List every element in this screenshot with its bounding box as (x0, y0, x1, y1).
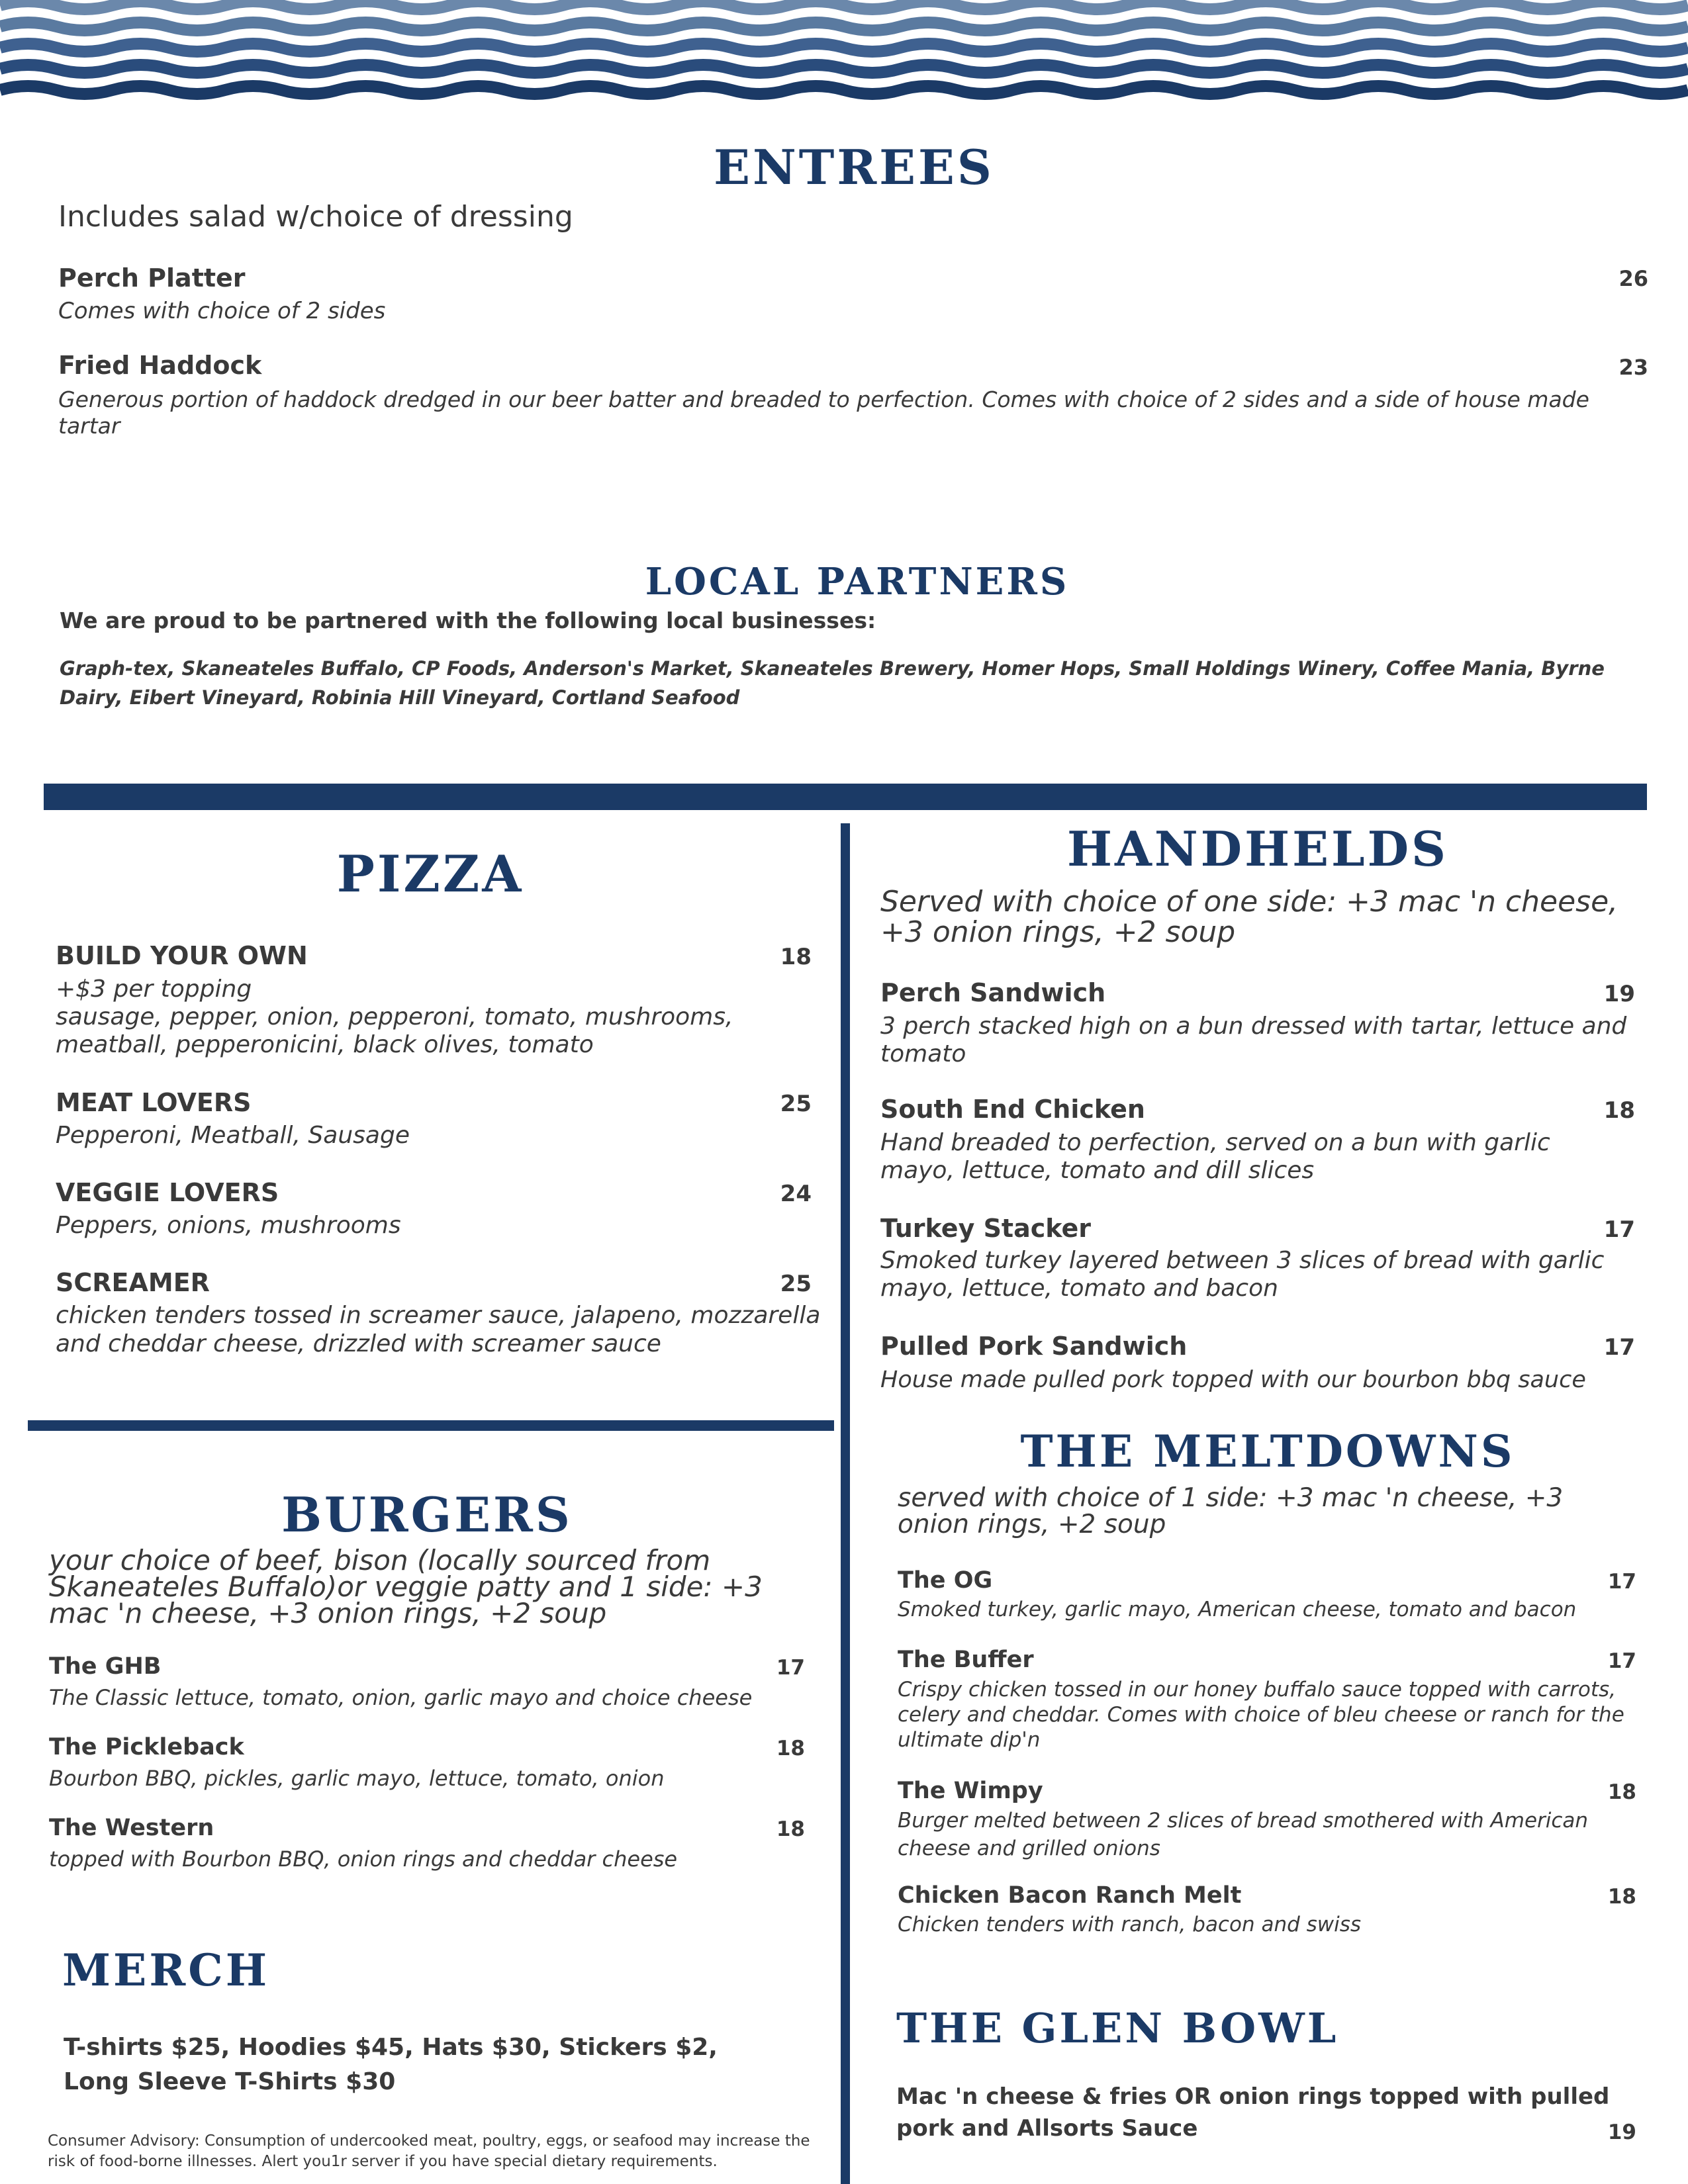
handheld-item-price: 18 (1603, 1097, 1635, 1124)
burgers-subtitle: your choice of beef, bison (locally sourced from Skaneateles Buffalo)or veggie patty and 1 side: +3 mac 'n cheese, +3 onion rings, +2 soup (49, 1544, 763, 1629)
glen-bowl-title: THE GLEN BOWL (896, 2004, 1339, 2052)
entrees-subtitle: Includes salad w/choice of dressing (58, 200, 573, 234)
pizza-item-name: SCREAMER (56, 1268, 210, 1297)
burger-item-name: The Pickleback (49, 1734, 244, 1760)
burger-item-price: 17 (776, 1656, 805, 1680)
handheld-item-price: 17 (1603, 1216, 1635, 1243)
burger-item-desc: topped with Bourbon BBQ, onion rings and cheddar cheese (49, 1846, 678, 1872)
merch-title: MERCH (62, 1944, 270, 1996)
pizza-burgers-divider (28, 1420, 834, 1431)
meltdown-item-desc: Chicken tenders with ranch, bacon and swiss (898, 1913, 1362, 1936)
pizza-item-desc: chicken tenders tossed in screamer sauce, jalapeno, mozzarella and cheddar cheese, drizzled with screamer sauce (56, 1302, 821, 1357)
entree-item-price: 26 (1618, 266, 1648, 291)
entree-item-name: Fried Haddock (58, 351, 262, 380)
burgers-title: BURGERS (281, 1486, 573, 1543)
handheld-item-desc: 3 perch stacked high on a bun dressed with tartar, lettuce and tomato (880, 1013, 1627, 1068)
handhelds-subtitle: Served with choice of one side: +3 mac 'n cheese, +3 onion rings, +2 soup (880, 885, 1618, 950)
pizza-item-price: 25 (780, 1091, 812, 1117)
partners-list: Graph-tex, Skaneateles Buffalo, CP Foods, Anderson's Market, Skaneateles Brewery, Homer Hops, Small Holdings Winery, Coffee Mania, Byrne Dairy, Eibert Vineyard, Robinia Hill Vineyard, Cortland Seafood (60, 657, 1605, 709)
pizza-item-price: 25 (780, 1271, 812, 1297)
handheld-item-name: Pulled Pork Sandwich (880, 1332, 1188, 1361)
meltdown-item-desc: Smoked turkey, garlic mayo, American cheese, tomato and bacon (898, 1598, 1577, 1621)
partners-title: LOCAL PARTNERS (645, 560, 1070, 604)
meltdown-item-name: The Wimpy (898, 1778, 1043, 1804)
section-divider (44, 784, 1647, 810)
meltdowns-title: THE MELTDOWNS (1020, 1426, 1515, 1477)
meltdown-item-price: 18 (1607, 1780, 1636, 1804)
pizza-item-desc: +$3 per topping sausage, pepper, onion, pepperoni, tomato, mushrooms, meatball, pepperonicini, black olives, tomato (56, 976, 733, 1058)
wave-border (0, 0, 1688, 106)
handheld-item-name: Turkey Stacker (880, 1214, 1092, 1243)
entree-item-name: Perch Platter (58, 263, 246, 293)
entree-item-desc: Comes with choice of 2 sides (58, 298, 386, 324)
consumer-advisory: Consumer Advisory: Consumption of undercooked meat, poultry, eggs, or seafood may increase the risk of food-borne illnesses. Alert you1r server if you have special dietary requirements. (48, 2132, 810, 2170)
entrees-title: ENTREES (714, 139, 994, 195)
meltdown-item-price: 17 (1607, 1649, 1636, 1673)
handheld-item-name: South End Chicken (880, 1095, 1145, 1124)
pizza-item-name: VEGGIE LOVERS (56, 1178, 279, 1207)
meltdown-item-name: The OG (898, 1567, 993, 1594)
handheld-item-price: 19 (1603, 981, 1635, 1007)
meltdown-item-price: 18 (1607, 1885, 1636, 1909)
handheld-item-price: 17 (1603, 1334, 1635, 1361)
meltdowns-subtitle: served with choice of 1 side: +3 mac 'n cheese, +3 onion rings, +2 soup (898, 1483, 1564, 1539)
meltdown-item-desc: Crispy chicken tossed in our honey buffalo sauce topped with carrots, celery and cheddar. Comes with choice of bleu cheese or ranch for the ultimate dip'n (898, 1678, 1624, 1752)
glen-bowl-price: 19 (1607, 2120, 1636, 2144)
pizza-item-desc: Peppers, onions, mushrooms (56, 1212, 401, 1239)
burger-item-name: The GHB (49, 1653, 162, 1680)
meltdown-item-desc: Burger melted between 2 slices of bread smothered with American cheese and grilled onions (898, 1809, 1589, 1860)
handhelds-title: HANDHELDS (1066, 821, 1449, 877)
pizza-item-price: 18 (780, 944, 812, 970)
meltdown-item-name: The Buffer (898, 1647, 1034, 1673)
pizza-item-name: MEAT LOVERS (56, 1088, 252, 1117)
burger-item-name: The Western (49, 1815, 214, 1841)
burger-item-desc: The Classic lettuce, tomato, onion, garlic mayo and choice cheese (49, 1685, 753, 1710)
pizza-item-name: BUILD YOUR OWN (56, 941, 308, 970)
entree-item-desc: Generous portion of haddock dredged in our beer batter and breaded to perfection. Comes with choice of 2 sides and a side of house made tartar (58, 387, 1589, 439)
handheld-item-desc: Hand breaded to perfection, served on a bun with garlic mayo, lettuce, tomato and dill slices (880, 1129, 1550, 1184)
entree-item-price: 23 (1618, 355, 1648, 380)
burger-item-price: 18 (776, 1737, 805, 1760)
glen-bowl-desc: Mac 'n cheese & fries OR onion rings topped with pulled pork and Allsorts Sauce (896, 2083, 1610, 2142)
burger-item-desc: Bourbon BBQ, pickles, garlic mayo, lettuce, tomato, onion (49, 1766, 665, 1791)
meltdown-item-name: Chicken Bacon Ranch Melt (898, 1882, 1242, 1909)
burger-item-price: 18 (776, 1817, 805, 1841)
partners-intro: We are proud to be partnered with the following local businesses: (60, 608, 876, 633)
pizza-item-desc: Pepperoni, Meatball, Sausage (56, 1122, 410, 1149)
handheld-item-name: Perch Sandwich (880, 978, 1106, 1007)
merch-text: T-shirts $25, Hoodies $45, Hats $30, Stickers $2, Long Sleeve T-Shirts $30 (64, 2034, 718, 2095)
handheld-item-desc: House made pulled pork topped with our bourbon bbq sauce (880, 1367, 1586, 1393)
meltdown-item-price: 17 (1607, 1570, 1636, 1594)
pizza-item-price: 24 (780, 1181, 812, 1207)
handheld-item-desc: Smoked turkey layered between 3 slices of bread with garlic mayo, lettuce, tomato and bacon (880, 1247, 1605, 1302)
pizza-title: PIZZA (336, 844, 524, 903)
